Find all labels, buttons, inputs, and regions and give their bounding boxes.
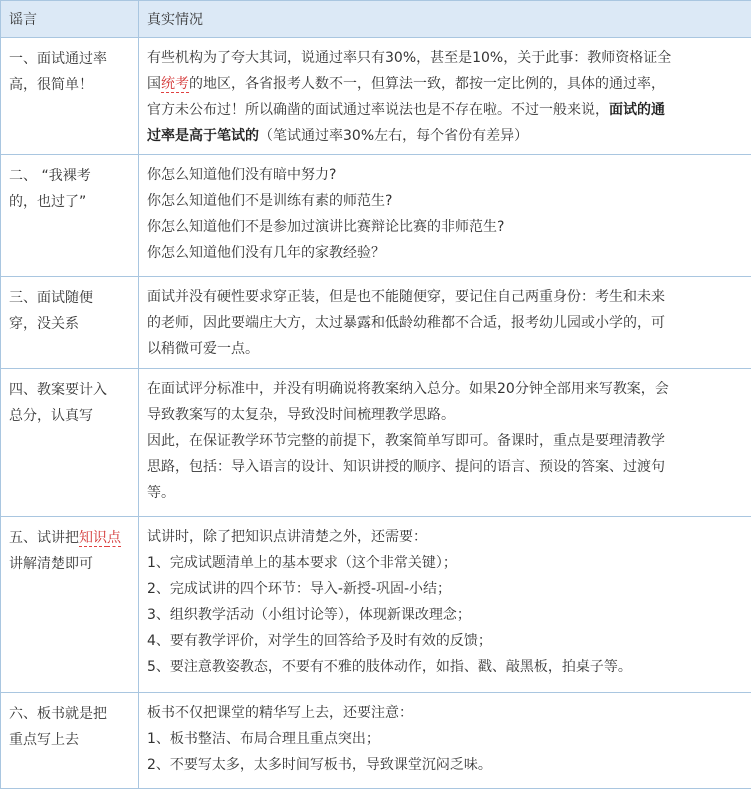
- rumor-line: 高，很简单！: [9, 77, 93, 93]
- truth-line: 试讲时，除了把知识点讲清楚之外，还需要：: [147, 529, 427, 545]
- truth-line: 有些机构为了夸大其词，说通过率只有30%，甚至是10%，关于此事：教师资格证全: [147, 50, 672, 66]
- truth-line: 你怎么知道他们不是训练有素的师范生?: [147, 193, 393, 209]
- rumor-cell: [1, 155, 139, 277]
- rumor-line: 的，也过了”: [9, 194, 87, 210]
- truth-line: 2、不要写太多，太多时间写板书，导致课堂沉闷乏味。: [147, 757, 492, 773]
- header-truth: 真实情况: [139, 1, 751, 38]
- truth-line: [147, 71, 745, 97]
- truth-text: 国: [147, 76, 161, 92]
- truth-line: 你怎么知道他们不是参加过演讲比赛辩论比赛的非师范生?: [147, 219, 505, 235]
- table-row: [1, 693, 751, 789]
- spellcheck-mark: 知识: [79, 530, 107, 546]
- table-header-row: [1, 1, 751, 38]
- rumor-line: 二、 “我裸考: [9, 168, 91, 184]
- truth-text: 的地区，各省报考人数不一，但算法一致，都按一定比例的，具体的通过率，: [189, 76, 665, 92]
- table-row: [1, 155, 751, 277]
- truth-line: 等。: [147, 485, 175, 501]
- rumor-cell: [1, 517, 139, 693]
- rumor-cell: [1, 277, 139, 369]
- rumor-line: 穿，没关系: [9, 316, 79, 332]
- rumor-cell: [1, 693, 139, 789]
- rumor-text: 讲解清楚即可: [9, 556, 93, 572]
- bold-text: 过率是高于笔试的: [147, 128, 259, 144]
- rumor-cell: [1, 369, 139, 517]
- table-row: [1, 38, 751, 155]
- rumor-text: 五、试讲把: [9, 530, 79, 546]
- truth-cell: [139, 155, 751, 277]
- rumor-line: 三、面试随便: [9, 290, 93, 306]
- truth-line: 2、完成试讲的四个环节：导入-新授-巩固-小结；: [147, 581, 452, 597]
- truth-line: 的老师，因此要端庄大方，太过暴露和低龄幼稚都不合适，报考幼儿园或小学的，可: [147, 315, 665, 331]
- truth-cell: [139, 517, 751, 693]
- truth-line: 思路，包括：导入语言的设计、知识讲授的顺序、提问的语言、预设的答案、过渡句: [147, 459, 665, 475]
- truth-text: 官方未公布过！所以确凿的面试通过率说法也是不存在啦。不过一般来说，: [147, 102, 609, 118]
- truth-line: 4、要有教学评价，对学生的回答给予及时有效的反馈；: [147, 633, 492, 649]
- spellcheck-mark: 点: [107, 530, 121, 546]
- table-row: [1, 369, 751, 517]
- table-row: [1, 517, 751, 693]
- rumor-line: 一、面试通过率: [9, 51, 107, 67]
- bold-text: 面试的通: [609, 102, 665, 118]
- truth-cell: [139, 369, 751, 517]
- truth-line: 板书不仅把课堂的精华写上去，还要注意：: [147, 705, 413, 721]
- truth-line: 你怎么知道他们没有暗中努力?: [147, 167, 337, 183]
- truth-line: 1、板书整洁、布局合理且重点突出；: [147, 731, 380, 747]
- rumor-line: 六、板书就是把: [9, 706, 107, 722]
- truth-line: 以稍微可爱一点。: [147, 341, 259, 357]
- header-rumor: 谣言: [1, 1, 139, 38]
- truth-line: [147, 97, 745, 123]
- rumor-line: 总分，认真写: [9, 408, 93, 424]
- rumor-line: 四、教案要计入: [9, 382, 107, 398]
- truth-cell: [139, 277, 751, 369]
- truth-line: 你怎么知道他们没有几年的家教经验？: [147, 245, 385, 261]
- truth-line: 1、完成试题清单上的基本要求（这个非常关键）；: [147, 555, 457, 571]
- truth-text: （笔试通过率30%左右，每个省份有差异）: [259, 128, 529, 144]
- truth-line: 在面试评分标准中，并没有明确说将教案纳入总分。如果20分钟全部用来写教案，会: [147, 381, 669, 397]
- truth-line: 3、组织教学活动（小组讨论等），体现新课改理念；: [147, 607, 471, 623]
- spellcheck-mark: 统考: [161, 76, 189, 92]
- truth-line: 导致教案写的太复杂，导致没时间梳理教学思路。: [147, 407, 455, 423]
- truth-line: 5、要注意教姿教态，不要有不雅的肢体动作，如指、戳、敲黑板，拍桌子等。: [147, 659, 632, 675]
- truth-cell: [139, 693, 751, 789]
- truth-line: 因此，在保证教学环节完整的前提下，教案简单写即可。备课时，重点是要理清教学: [147, 433, 665, 449]
- truth-line: [147, 123, 745, 149]
- rumor-line: 重点写上去: [9, 732, 79, 748]
- table-row: [1, 277, 751, 369]
- truth-line: 面试并没有硬性要求穿正装，但是也不能随便穿，要记住自己两重身份：考生和未来: [147, 289, 665, 305]
- rumor-cell: [1, 38, 139, 155]
- truth-cell: [139, 38, 751, 155]
